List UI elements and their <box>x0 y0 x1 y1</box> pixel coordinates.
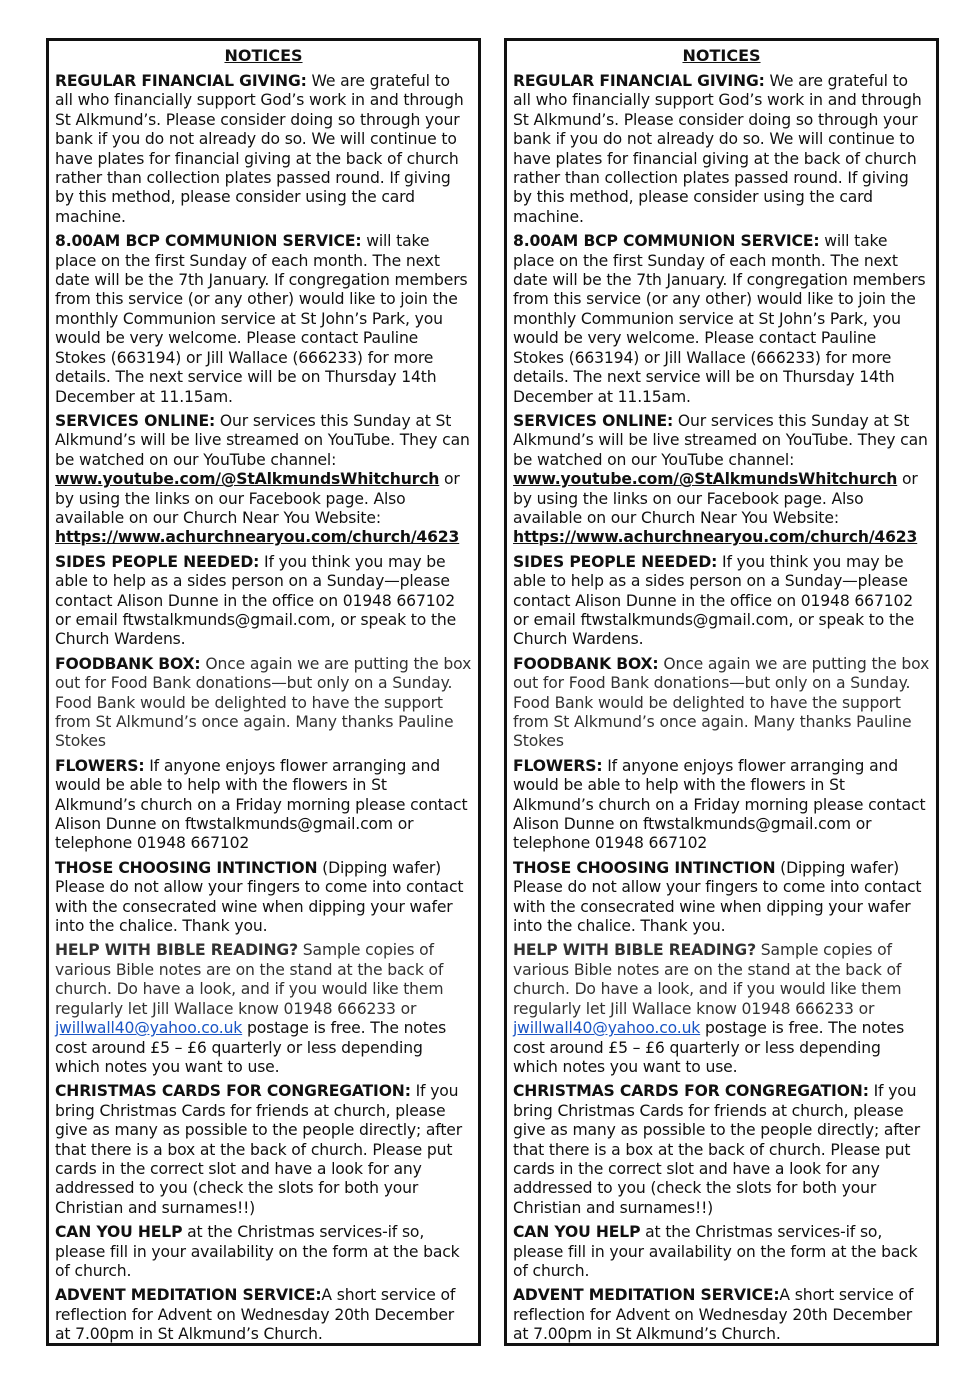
notice-title: FOODBANK BOX: <box>55 654 201 673</box>
notice-text: Once again we are putting the box out for Food Bank donations—but only on a Sunday. Food Bank would be delighted to have the support from St Alkmund’s once again. Many thanks Pauline Stokes <box>513 654 930 751</box>
notice-advent-meditation <box>513 1286 930 1344</box>
notice-text: postage is free. The notes cost around £5 – £6 quarterly or less depending which notes you want to use. <box>513 1019 905 1076</box>
notice-title: THOSE CHOOSING INTINCTION <box>513 858 776 877</box>
notice-bcp-communion <box>55 232 472 407</box>
notice-text: We are grateful to all who financially support God’s work in and through St Alkmund’s. Please consider doing so through your bank if you do not already do so. We will continue to have plates for financial giving at the back of church rather than collection plates passed round. If giving by this method, please consider using the card machine. <box>55 72 464 226</box>
notice-intinction <box>513 859 930 937</box>
notice-title: HELP WITH BIBLE READING? <box>513 941 756 960</box>
notice-title: FOODBANK BOX: <box>513 654 659 673</box>
notice-text: We are grateful to all who financially support God’s work in and through St Alkmund’s. Please consider doing so through your bank if you do not already do so. We will continue to have plates for financial giving at the back of church rather than collection plates passed round. If giving by this method, please consider using the card machine. <box>513 72 922 226</box>
notice-services-online <box>55 412 472 548</box>
notice-text: will take place on the first Sunday of each month. The next date will be the 7th January. If congregation members from this service (or any other) would like to join the monthly Communion service at St John’s Park, you would be very welcome. Please contact Pauline Stokes (663194) or Jill Wallace (666233) for more details. The next service will be on Thursday 14th December at 11.15am. <box>513 232 926 406</box>
notice-text: If anyone enjoys flower arranging and would be able to help with the flowers in St Alkmund’s church on a Friday morning please contact Alison Dunne on ftwstalkmunds@gmail.com or telephone 01948 667102 <box>55 756 468 853</box>
notices-panel-right <box>504 38 939 1346</box>
notice-text: If you bring Christmas Cards for friends at church, please give as many as possible to the people directly; after that there is a box at the back of church. Please put cards in the correct slot and have a look for any addressed to you (check the slots for both your Christian and surnames!!) <box>513 1082 921 1217</box>
notice-text: or by using the links on our Facebook page. Also available on our Church Near You Website: <box>513 470 918 527</box>
notice-text: If you think you may be able to help as a sides person on a Sunday—please contact Alison Dunne in the office on 01948 667102 or email ftwstalkmunds@gmail.com, or speak to the Church Wardens. <box>513 552 915 649</box>
notice-intinction <box>55 859 472 937</box>
church-near-you-link[interactable]: https://www.achurchnearyou.com/church/4623 <box>513 528 918 547</box>
notice-services-online <box>513 412 930 548</box>
notice-financial-giving <box>513 72 930 227</box>
notice-financial-giving <box>55 72 472 227</box>
notice-can-you-help <box>55 1223 472 1281</box>
notice-text: (Dipping wafer) Please do not allow your fingers to come into contact with the consecrated wine when dipping your wafer into the chalice. Thank you. <box>55 858 464 936</box>
notice-text: Our services this Sunday at St Alkmund’s will be live streamed on YouTube. They can be watched on our YouTube channel: <box>55 411 470 469</box>
notice-title: CAN YOU HELP <box>513 1223 641 1242</box>
notice-text: Sample copies of various Bible notes are on the stand at the back of church. Do have a look, and if you would like them regularly let Jill Wallace know 01948 666233 or <box>55 941 444 1018</box>
notice-can-you-help <box>513 1223 930 1281</box>
notice-text: or by using the links on our Facebook page. Also available on our Church Near You Website: <box>55 470 460 527</box>
church-near-you-link[interactable]: https://www.achurchnearyou.com/church/4623 <box>55 528 460 547</box>
notice-foodbank <box>513 655 930 752</box>
notice-bible-reading <box>513 941 930 1077</box>
notice-text: A short service of reflection for Advent on Wednesday 20th December at 7.00pm in St Alkmund’s Church. <box>55 1286 456 1344</box>
youtube-link[interactable]: www.youtube.com/@StAlkmundsWhitchurch <box>55 470 440 489</box>
notice-text: A short service of reflection for Advent on Wednesday 20th December at 7.00pm in St Alkmund’s Church. <box>513 1286 914 1344</box>
notice-christmas-cards <box>55 1082 472 1218</box>
notice-sides-people <box>513 553 930 650</box>
notice-sides-people <box>55 553 472 650</box>
notice-title: 8.00AM BCP COMMUNION SERVICE: <box>55 232 362 251</box>
notice-text: Once again we are putting the box out for Food Bank donations—but only on a Sunday. Food Bank would be delighted to have the support from St Alkmund’s once again. Many thanks Pauline Stokes <box>55 654 472 751</box>
notice-text: at the Christmas services-if so, please fill in your availability on the form at the back of church. <box>55 1223 460 1280</box>
notice-text: If you bring Christmas Cards for friends at church, please give as many as possible to the people directly; after that there is a box at the back of church. Please put cards in the correct slot and have a look for any addressed to you (check the slots for both your Christian and surnames!!) <box>55 1082 463 1217</box>
notice-text: will take place on the first Sunday of each month. The next date will be the 7th January. If congregation members from this service (or any other) would like to join the monthly Communion service at St John’s Park, you would be very welcome. Please contact Pauline Stokes (663194) or Jill Wallace (666233) for more details. The next service will be on Thursday 14th December at 11.15am. <box>55 232 468 406</box>
notice-title: ADVENT MEDITATION SERVICE: <box>513 1286 780 1305</box>
notices-heading: NOTICES <box>682 46 761 65</box>
notice-text: at the Christmas services-if so, please fill in your availability on the form at the back of church. <box>513 1223 918 1280</box>
notice-flowers <box>55 757 472 854</box>
notice-title: FLOWERS: <box>55 756 145 775</box>
notice-text: If you think you may be able to help as a sides person on a Sunday—please contact Alison Dunne in the office on 01948 667102 or email ftwstalkmunds@gmail.com, or speak to the Church Wardens. <box>55 552 457 649</box>
notice-title: CHRISTMAS CARDS FOR CONGREGATION: <box>55 1082 411 1101</box>
notice-bcp-communion <box>513 232 930 407</box>
notice-title: SIDES PEOPLE NEEDED: <box>513 552 718 571</box>
notice-flowers <box>513 757 930 854</box>
notice-text: postage is free. The notes cost around £5 – £6 quarterly or less depending which notes you want to use. <box>55 1019 447 1076</box>
notice-title: 8.00AM BCP COMMUNION SERVICE: <box>513 232 820 251</box>
youtube-link[interactable]: www.youtube.com/@StAlkmundsWhitchurch <box>513 470 898 489</box>
notice-text: Sample copies of various Bible notes are on the stand at the back of church. Do have a look, and if you would like them regularly let Jill Wallace know 01948 666233 or <box>513 941 902 1018</box>
notices-heading: NOTICES <box>224 46 303 65</box>
notice-foodbank <box>55 655 472 752</box>
notice-bible-reading <box>55 941 472 1077</box>
notice-title: HELP WITH BIBLE READING? <box>55 941 298 960</box>
notice-title: FLOWERS: <box>513 756 603 775</box>
notice-title: CAN YOU HELP <box>55 1223 183 1242</box>
notice-title: CHRISTMAS CARDS FOR CONGREGATION: <box>513 1082 869 1101</box>
notice-title: ADVENT MEDITATION SERVICE: <box>55 1286 322 1305</box>
notice-title: THOSE CHOOSING INTINCTION <box>55 858 318 877</box>
notice-text: If anyone enjoys flower arranging and would be able to help with the flowers in St Alkmund’s church on a Friday morning please contact Alison Dunne on ftwstalkmunds@gmail.com or telephone 01948 667102 <box>513 756 926 853</box>
notice-title: SERVICES ONLINE: <box>55 411 216 430</box>
notice-title: SIDES PEOPLE NEEDED: <box>55 552 260 571</box>
notice-title: REGULAR FINANCIAL GIVING: <box>513 72 765 90</box>
email-link[interactable]: jwillwall40@yahoo.co.uk <box>55 1019 243 1038</box>
notice-text: (Dipping wafer) Please do not allow your fingers to come into contact with the consecrated wine when dipping your wafer into the chalice. Thank you. <box>513 858 922 936</box>
email-link[interactable]: jwillwall40@yahoo.co.uk <box>513 1019 701 1038</box>
notice-christmas-cards <box>513 1082 930 1218</box>
notice-title: REGULAR FINANCIAL GIVING: <box>55 72 307 90</box>
notice-title: SERVICES ONLINE: <box>513 411 674 430</box>
notice-advent-meditation <box>55 1286 472 1344</box>
notice-text: Our services this Sunday at St Alkmund’s will be live streamed on YouTube. They can be watched on our YouTube channel: <box>513 411 928 469</box>
notices-panel-left <box>46 38 481 1346</box>
